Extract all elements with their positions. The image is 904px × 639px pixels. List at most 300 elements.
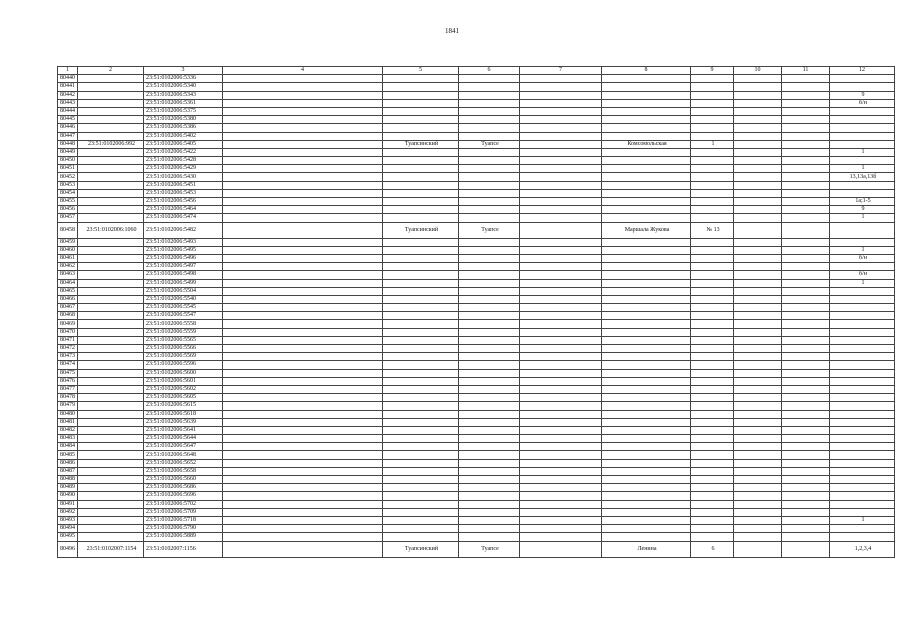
table-cell-col-9 [691, 312, 734, 320]
table-cell-col-5 [383, 279, 459, 287]
table-cell-col-7 [520, 99, 602, 107]
table-cell-col-1: 80442 [58, 91, 78, 99]
table-cell-col-4 [223, 353, 383, 361]
table-cell-col-1: 80488 [58, 476, 78, 484]
table-cell-col-7 [520, 157, 602, 165]
table-cell-col-11 [782, 91, 830, 99]
table-cell-col-4 [223, 516, 383, 524]
table-cell-col-5: Туапсинский [383, 140, 459, 148]
table-cell-col-9 [691, 124, 734, 132]
table-row [58, 426, 895, 434]
table-cell-col-10 [734, 189, 782, 197]
table-cell-col-12 [830, 287, 895, 295]
table-cell-col-6 [459, 173, 520, 181]
table-row [58, 83, 895, 91]
table-cell-col-9 [691, 435, 734, 443]
table-cell-col-7 [520, 189, 602, 197]
table-cell-col-4 [223, 369, 383, 377]
table-cell-col-5 [383, 516, 459, 524]
table-cell-col-10 [734, 222, 782, 238]
table-cell-col-2 [78, 148, 144, 156]
table-cell-col-11 [782, 173, 830, 181]
table-cell-col-8 [602, 345, 691, 353]
table-cell-col-8 [602, 525, 691, 533]
table-row [58, 254, 895, 262]
table-cell-col-8 [602, 435, 691, 443]
table-row [58, 500, 895, 508]
table-cell-col-10 [734, 214, 782, 222]
table-cell-col-7 [520, 132, 602, 140]
table-cell-col-4 [223, 508, 383, 516]
table-cell-col-2 [78, 198, 144, 206]
table-cell-col-3: 23:51:0102006:5340 [144, 83, 223, 91]
table-cell-col-5 [383, 336, 459, 344]
table-cell-col-6 [459, 198, 520, 206]
table-cell-col-12 [830, 369, 895, 377]
table-cell-col-4 [223, 492, 383, 500]
table-cell-col-11 [782, 99, 830, 107]
table-row [58, 385, 895, 393]
table-cell-col-6 [459, 271, 520, 279]
table-cell-col-11 [782, 533, 830, 541]
table-row [58, 508, 895, 516]
table-cell-col-5 [383, 394, 459, 402]
table-cell-col-11 [782, 394, 830, 402]
table-cell-col-7 [520, 385, 602, 393]
table-row [58, 328, 895, 336]
table-cell-col-5 [383, 353, 459, 361]
table-cell-col-3: 23:51:0102006:5600 [144, 369, 223, 377]
table-cell-col-8 [602, 189, 691, 197]
table-cell-col-2 [78, 320, 144, 328]
table-cell-col-10 [734, 328, 782, 336]
table-cell-col-9 [691, 418, 734, 426]
table-cell-col-5 [383, 263, 459, 271]
table-cell-col-5 [383, 287, 459, 295]
table-cell-col-2 [78, 345, 144, 353]
table-cell-col-6 [459, 124, 520, 132]
table-cell-col-5 [383, 369, 459, 377]
table-cell-col-7 [520, 377, 602, 385]
table-cell-col-3: 23:51:0102006:5451 [144, 181, 223, 189]
table-cell-col-10 [734, 353, 782, 361]
table-cell-col-7 [520, 91, 602, 99]
table-cell-col-1: 80445 [58, 116, 78, 124]
table-cell-col-12 [830, 124, 895, 132]
table-row [58, 516, 895, 524]
table-cell-col-10 [734, 402, 782, 410]
table-cell-col-1: 80449 [58, 148, 78, 156]
column-header: 1 [58, 67, 78, 75]
table-cell-col-4 [223, 484, 383, 492]
table-cell-col-3: 23:51:0102006:5709 [144, 508, 223, 516]
table-cell-col-8 [602, 328, 691, 336]
table-cell-col-2 [78, 476, 144, 484]
table-cell-col-1: 80481 [58, 418, 78, 426]
table-cell-col-6 [459, 157, 520, 165]
table-cell-col-10 [734, 418, 782, 426]
table-cell-col-4 [223, 279, 383, 287]
table-cell-col-5 [383, 148, 459, 156]
table-cell-col-6 [459, 377, 520, 385]
table-cell-col-8 [602, 246, 691, 254]
table-cell-col-11 [782, 271, 830, 279]
table-cell-col-9 [691, 467, 734, 475]
table-cell-col-9 [691, 295, 734, 303]
table-header-row [58, 67, 895, 75]
table-row [58, 410, 895, 418]
table-cell-col-12: 9 [830, 206, 895, 214]
table-cell-col-9 [691, 328, 734, 336]
table-cell-col-10 [734, 410, 782, 418]
table-cell-col-10 [734, 107, 782, 115]
table-cell-col-3: 23:51:0102006:5639 [144, 418, 223, 426]
table-cell-col-10 [734, 312, 782, 320]
table-cell-col-7 [520, 222, 602, 238]
table-row [58, 173, 895, 181]
table-cell-col-11 [782, 443, 830, 451]
table-cell-col-1: 80459 [58, 238, 78, 246]
table-cell-col-6 [459, 402, 520, 410]
table-cell-col-8 [602, 91, 691, 99]
table-cell-col-11 [782, 189, 830, 197]
table-cell-col-8 [602, 198, 691, 206]
table-cell-col-3: 23:51:0102006:5402 [144, 132, 223, 140]
table-row [58, 304, 895, 312]
table-cell-col-5 [383, 443, 459, 451]
table-cell-col-12: б/н [830, 99, 895, 107]
table-cell-col-1: 80480 [58, 410, 78, 418]
table-cell-col-1: 80486 [58, 459, 78, 467]
table-cell-col-12 [830, 476, 895, 484]
table-cell-col-7 [520, 83, 602, 91]
table-cell-col-4 [223, 116, 383, 124]
table-cell-col-9 [691, 377, 734, 385]
table-cell-col-10 [734, 148, 782, 156]
table-cell-col-10 [734, 279, 782, 287]
table-cell-col-2 [78, 181, 144, 189]
table-cell-col-2 [78, 377, 144, 385]
table-cell-col-12 [830, 492, 895, 500]
table-cell-col-3: 23:51:0102006:5615 [144, 402, 223, 410]
table-cell-col-4 [223, 246, 383, 254]
table-row [58, 75, 895, 83]
table-cell-col-7 [520, 345, 602, 353]
table-cell-col-11 [782, 238, 830, 246]
table-cell-col-7 [520, 394, 602, 402]
table-cell-col-2 [78, 402, 144, 410]
table-cell-col-1: 80448 [58, 140, 78, 148]
table-cell-col-1: 80460 [58, 246, 78, 254]
table-cell-col-3: 23:51:0102006:5605 [144, 394, 223, 402]
table-cell-col-10 [734, 500, 782, 508]
table-cell-col-6 [459, 394, 520, 402]
table-cell-col-7 [520, 246, 602, 254]
table-cell-col-12: 13,13а,13б [830, 173, 895, 181]
table-cell-col-8 [602, 157, 691, 165]
table-cell-col-6 [459, 312, 520, 320]
table-cell-col-9 [691, 198, 734, 206]
table-cell-col-8 [602, 279, 691, 287]
table-row [58, 157, 895, 165]
table-cell-col-11 [782, 116, 830, 124]
table-cell-col-5 [383, 271, 459, 279]
table-cell-col-4 [223, 222, 383, 238]
table-cell-col-9 [691, 516, 734, 524]
column-header: 10 [734, 67, 782, 75]
table-cell-col-2 [78, 484, 144, 492]
table-cell-col-2 [78, 336, 144, 344]
table-cell-col-5 [383, 295, 459, 303]
table-cell-col-11 [782, 148, 830, 156]
table-cell-col-9 [691, 410, 734, 418]
table-cell-col-5 [383, 254, 459, 262]
table-cell-col-5 [383, 157, 459, 165]
table-cell-col-4 [223, 304, 383, 312]
table-cell-col-12 [830, 418, 895, 426]
table-cell-col-10 [734, 451, 782, 459]
table-cell-col-1: 80470 [58, 328, 78, 336]
table-cell-col-10 [734, 246, 782, 254]
table-cell-col-2 [78, 157, 144, 165]
table-cell-col-7 [520, 541, 602, 557]
table-cell-col-11 [782, 451, 830, 459]
table-cell-col-10 [734, 345, 782, 353]
table-cell-col-1: 80485 [58, 451, 78, 459]
table-cell-col-3: 23:51:0102006:5495 [144, 246, 223, 254]
table-cell-col-6 [459, 508, 520, 516]
table-cell-col-8 [602, 516, 691, 524]
table-cell-col-1: 80495 [58, 533, 78, 541]
table-cell-col-9 [691, 525, 734, 533]
table-cell-col-9 [691, 214, 734, 222]
table-cell-col-4 [223, 476, 383, 484]
table-row [58, 214, 895, 222]
table-cell-col-5 [383, 402, 459, 410]
table-cell-col-7 [520, 238, 602, 246]
table-cell-col-8 [602, 320, 691, 328]
table-cell-col-12 [830, 410, 895, 418]
table-row [58, 91, 895, 99]
table-cell-col-12: 1 [830, 214, 895, 222]
table-cell-col-5 [383, 459, 459, 467]
table-cell-col-9 [691, 394, 734, 402]
table-cell-col-2 [78, 75, 144, 83]
table-cell-col-8 [602, 238, 691, 246]
table-cell-col-3: 23:51:0102006:5482 [144, 222, 223, 238]
table-cell-col-10 [734, 91, 782, 99]
table-cell-col-1: 80474 [58, 361, 78, 369]
table-cell-col-4 [223, 198, 383, 206]
table-cell-col-6: Туапсе [459, 222, 520, 238]
table-cell-col-11 [782, 328, 830, 336]
table-cell-col-6: Туапсе [459, 541, 520, 557]
table-cell-col-5: Туапсинский [383, 541, 459, 557]
table-cell-col-9 [691, 132, 734, 140]
table-cell-col-11 [782, 410, 830, 418]
table-cell-col-5 [383, 189, 459, 197]
table-cell-col-2 [78, 254, 144, 262]
table-row [58, 533, 895, 541]
table-cell-col-8: Ленина [602, 541, 691, 557]
table-row [58, 353, 895, 361]
table-cell-col-9 [691, 83, 734, 91]
table-cell-col-8 [602, 271, 691, 279]
table-cell-col-6 [459, 238, 520, 246]
table-cell-col-8 [602, 394, 691, 402]
table-cell-col-12: 1а;1-5 [830, 198, 895, 206]
table-cell-col-1: 80457 [58, 214, 78, 222]
table-cell-col-5 [383, 83, 459, 91]
table-cell-col-7 [520, 410, 602, 418]
table-row [58, 492, 895, 500]
table-cell-col-12: 1 [830, 516, 895, 524]
table-cell-col-1: 80468 [58, 312, 78, 320]
table-cell-col-5 [383, 467, 459, 475]
table-cell-col-2 [78, 304, 144, 312]
table-cell-col-6 [459, 189, 520, 197]
table-cell-col-10 [734, 304, 782, 312]
table-cell-col-9 [691, 353, 734, 361]
table-cell-col-12: 1 [830, 148, 895, 156]
table-cell-col-9 [691, 279, 734, 287]
table-cell-col-7 [520, 328, 602, 336]
table-cell-col-3: 23:51:0102006:5430 [144, 173, 223, 181]
table-cell-col-12 [830, 435, 895, 443]
column-header: 8 [602, 67, 691, 75]
table-cell-col-5 [383, 328, 459, 336]
table-row [58, 181, 895, 189]
table-row [58, 402, 895, 410]
table-cell-col-5 [383, 435, 459, 443]
table-cell-col-9: 1 [691, 140, 734, 148]
table-cell-col-10 [734, 157, 782, 165]
table-cell-col-2 [78, 279, 144, 287]
table-cell-col-11 [782, 214, 830, 222]
table-cell-col-12 [830, 345, 895, 353]
table-cell-col-12: 9 [830, 91, 895, 99]
table-cell-col-12 [830, 353, 895, 361]
table-cell-col-12 [830, 336, 895, 344]
table-cell-col-8 [602, 132, 691, 140]
table-cell-col-12 [830, 83, 895, 91]
table-row [58, 124, 895, 132]
table-cell-col-12 [830, 500, 895, 508]
table-cell-col-12: 1 [830, 279, 895, 287]
table-cell-col-4 [223, 377, 383, 385]
table-cell-col-10 [734, 394, 782, 402]
table-cell-col-7 [520, 369, 602, 377]
table-cell-col-4 [223, 107, 383, 115]
table-row [58, 246, 895, 254]
table-cell-col-1: 80440 [58, 75, 78, 83]
table-cell-col-6 [459, 345, 520, 353]
table-cell-col-8 [602, 263, 691, 271]
table-cell-col-10 [734, 361, 782, 369]
table-cell-col-8 [602, 173, 691, 181]
table-cell-col-7 [520, 467, 602, 475]
table-cell-col-12 [830, 140, 895, 148]
table-cell-col-2 [78, 271, 144, 279]
table-cell-col-2: 23:51:0102006:1060 [78, 222, 144, 238]
table-cell-col-2 [78, 91, 144, 99]
table-cell-col-3: 23:51:0102006:5429 [144, 165, 223, 173]
table-cell-col-11 [782, 345, 830, 353]
table-cell-col-1: 80490 [58, 492, 78, 500]
table-cell-col-8 [602, 214, 691, 222]
table-cell-col-4 [223, 320, 383, 328]
table-cell-col-12 [830, 361, 895, 369]
table-cell-col-6 [459, 165, 520, 173]
table-cell-col-4 [223, 148, 383, 156]
table-cell-col-10 [734, 198, 782, 206]
table-row [58, 271, 895, 279]
table-cell-col-12 [830, 394, 895, 402]
table-row [58, 132, 895, 140]
table-cell-col-1: 80464 [58, 279, 78, 287]
table-cell-col-12 [830, 116, 895, 124]
table-cell-col-3: 23:51:0102006:5644 [144, 435, 223, 443]
table-cell-col-12 [830, 426, 895, 434]
table-cell-col-2 [78, 369, 144, 377]
table-row [58, 140, 895, 148]
column-header: 3 [144, 67, 223, 75]
table-cell-col-6 [459, 426, 520, 434]
table-cell-col-9 [691, 451, 734, 459]
table-cell-col-7 [520, 508, 602, 516]
table-cell-col-5 [383, 385, 459, 393]
table-cell-col-7 [520, 116, 602, 124]
column-header: 4 [223, 67, 383, 75]
table-cell-col-4 [223, 157, 383, 165]
register-body [58, 67, 895, 558]
table-cell-col-9 [691, 148, 734, 156]
table-cell-col-7 [520, 295, 602, 303]
table-cell-col-9 [691, 157, 734, 165]
table-cell-col-12: 1,2,3,4 [830, 541, 895, 557]
table-cell-col-4 [223, 99, 383, 107]
table-cell-col-3: 23:51:0102006:5547 [144, 312, 223, 320]
table-cell-col-4 [223, 181, 383, 189]
table-cell-col-6 [459, 181, 520, 189]
table-cell-col-11 [782, 459, 830, 467]
table-cell-col-3: 23:51:0102007:1156 [144, 541, 223, 557]
table-cell-col-7 [520, 402, 602, 410]
table-cell-col-10 [734, 263, 782, 271]
table-cell-col-9 [691, 426, 734, 434]
table-cell-col-2 [78, 124, 144, 132]
table-cell-col-7 [520, 107, 602, 115]
table-cell-col-1: 80471 [58, 336, 78, 344]
table-cell-col-3: 23:51:0102006:5380 [144, 116, 223, 124]
table-cell-col-7 [520, 124, 602, 132]
table-cell-col-8 [602, 476, 691, 484]
table-cell-col-8 [602, 181, 691, 189]
table-row [58, 206, 895, 214]
table-cell-col-2 [78, 459, 144, 467]
table-cell-col-2 [78, 214, 144, 222]
table-cell-col-8 [602, 83, 691, 91]
table-cell-col-3: 23:51:0102006:5702 [144, 500, 223, 508]
table-cell-col-6 [459, 83, 520, 91]
table-cell-col-11 [782, 198, 830, 206]
table-cell-col-11 [782, 295, 830, 303]
table-cell-col-2 [78, 533, 144, 541]
table-cell-col-10 [734, 124, 782, 132]
table-cell-col-5 [383, 312, 459, 320]
table-cell-col-12 [830, 484, 895, 492]
table-row [58, 361, 895, 369]
